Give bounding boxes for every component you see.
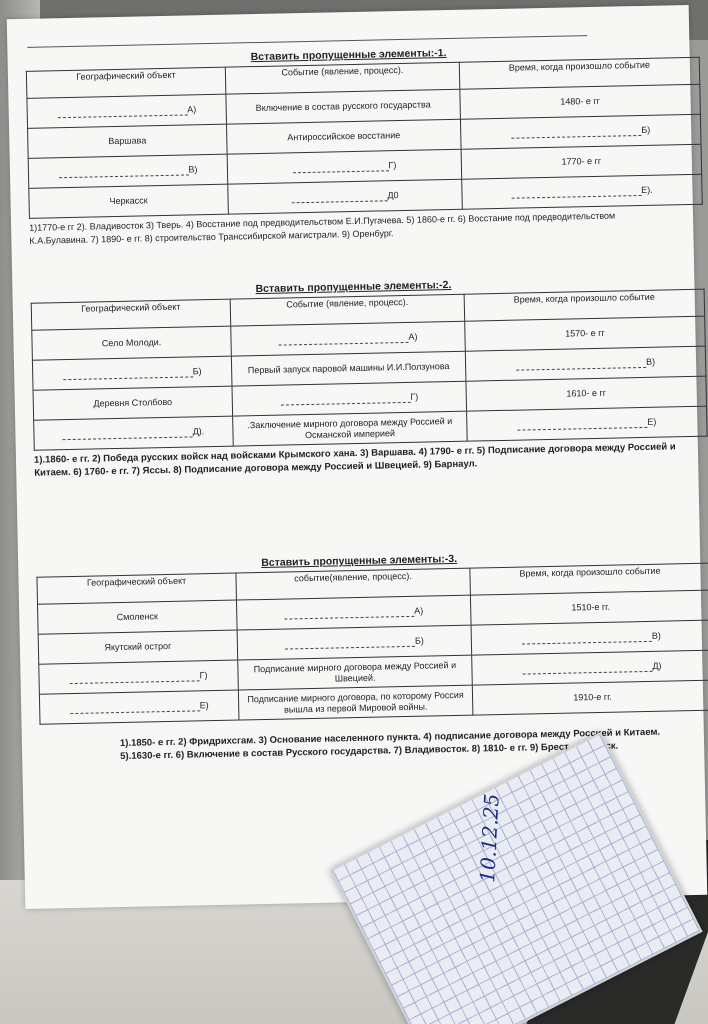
table-cell [227,149,462,184]
cell-text: Б) [641,124,651,135]
blank-line [58,165,188,178]
table-cell: Подписание мирного договора, по которому Россия вышла из первой Мировой войны. [238,685,473,720]
table-cell [232,381,467,416]
block-table [26,57,703,219]
cell-text: Б) [414,635,424,646]
table-cell [236,595,471,630]
block-3 [36,545,686,764]
block-title: Вставить пропущенные элементы:-2. [255,278,452,296]
blank-line [516,358,646,371]
table-cell [472,650,708,685]
table-cell: Антироссийское восстание [227,119,462,154]
cell-text: Б) [192,366,202,377]
table-cell [39,660,239,694]
blank-line [284,607,414,620]
blank-line [522,662,652,675]
cell-text: Г) [410,391,419,402]
header-cell: Время, когда произошло событие [470,563,708,595]
cell-text: Д) [652,660,662,671]
cell-text: Г) [199,670,208,681]
blank-line [285,637,415,650]
table-cell: 1510-е гг. [470,590,708,625]
blank-line [70,701,200,714]
table-cell: Первый запуск паровой машины И.И.Ползунова [231,351,466,386]
table-cell [28,154,228,188]
table-cell [467,406,708,441]
blank-line [278,333,408,346]
table-cell [231,321,466,356]
table-cell: Деревня Столбово [33,386,233,420]
table-cell: 1570- е гг [465,316,706,351]
block-title: Вставить пропущенные элементы:-3. [261,552,458,570]
cell-text: А) [408,331,418,342]
blank-line [280,393,410,406]
table-cell [34,416,234,450]
header-cell: Время, когда произошло событие [464,289,705,321]
table-cell: Черкасск [29,184,229,218]
table-cell: 1610- е гг [466,376,707,411]
blank-line [292,161,388,173]
handwritten-date: 10.12.25 [475,793,504,884]
blank-line [522,632,652,645]
table-cell [27,94,227,128]
table-cell: 1480- е гг [460,84,701,119]
cell-text: В) [188,164,198,175]
answer-options: 1)1770-е гг 2). Владивосток 3) Тверь. 4) Восстание под предводительством Е.И.Пугачева. 5) 1860-е гг. 6) Восстание под предводительством К.А.Булавина. 7) 1890- е гг. 8) строительство Транссибирской магистрали. 9) Оренбург. [29,210,616,246]
table-cell: Смоленск [38,600,238,634]
cell-text: В) [645,356,656,367]
table-cell: 1910-е гг. [472,680,708,715]
block-2 [30,271,680,479]
cell-text: Д0 [387,190,399,201]
table-cell: Село Молоди. [32,326,232,360]
table-cell: Подписание мирного договора между Россией и Швецией. [238,655,473,690]
table-cell [228,179,463,214]
blank-line [63,367,193,380]
header-cell: Время, когда произошло событие [459,57,700,89]
answer-options: 1).1850- е гг. 2) Фридрихсгам. 3) Основание населенного пункта. 4) подписание договора между Россией и Китаем. 5).1630-е гг. 6) Включение в состав Русского государства. 7) Владивосток. 8) 1810- е гг. 9) Брест - Литовск. [119,726,661,763]
cell-text: Е) [647,416,657,427]
table-cell: .Заключение мирного договора между Россией и Османской империей [233,411,468,446]
blank-line [63,427,193,440]
table-cell [32,356,232,390]
header-cell: Событие (явление, процесс). [230,294,465,326]
header-cell: Географический объект [31,299,231,330]
block-table [31,289,708,451]
table-cell [462,174,703,209]
cell-text: Г) [388,160,397,171]
blank-line [70,671,200,684]
blank-line [291,191,387,203]
block-title: Вставить пропущенные элементы:-1. [250,47,447,64]
cell-text: А) [414,605,424,616]
block-table [36,563,708,725]
blank-line [57,105,187,118]
blank-line [511,126,641,139]
cell-text: Д). [192,426,205,437]
header-cell: Событие (явление, процесс). [225,62,460,94]
table-cell: 1770- е гг [461,144,702,179]
header-cell: Географический объект [37,573,237,604]
cell-text: А) [187,104,197,115]
cell-text: Е) [199,700,209,711]
table-cell: Якутский острог [38,630,238,664]
block-1 [25,39,675,247]
table-cell [39,690,239,724]
header-cell: Географический объект [26,67,226,98]
blank-line [511,186,641,199]
table-cell [471,620,708,655]
answer-options: 1).1860- е гг. 2) Победа русских войск над войсками Крымского хана. 3) Варшава. 4) 1790- е гг. 5) Подписание договора между Россией и Китаем. 6) 1760- е гг. 7) Яссы. 8) Подписание договора между Россией и Швецией. 9) Барнаул. [33,441,676,479]
cell-text: В) [651,630,661,641]
blank-line [517,418,647,431]
header-cell: событие(явление, процесс). [236,568,471,600]
cell-text: Е). [641,184,653,195]
table-cell: Варшава [28,124,228,158]
table-cell [237,625,472,660]
table-cell: Включение в состав русского государства [226,89,461,124]
